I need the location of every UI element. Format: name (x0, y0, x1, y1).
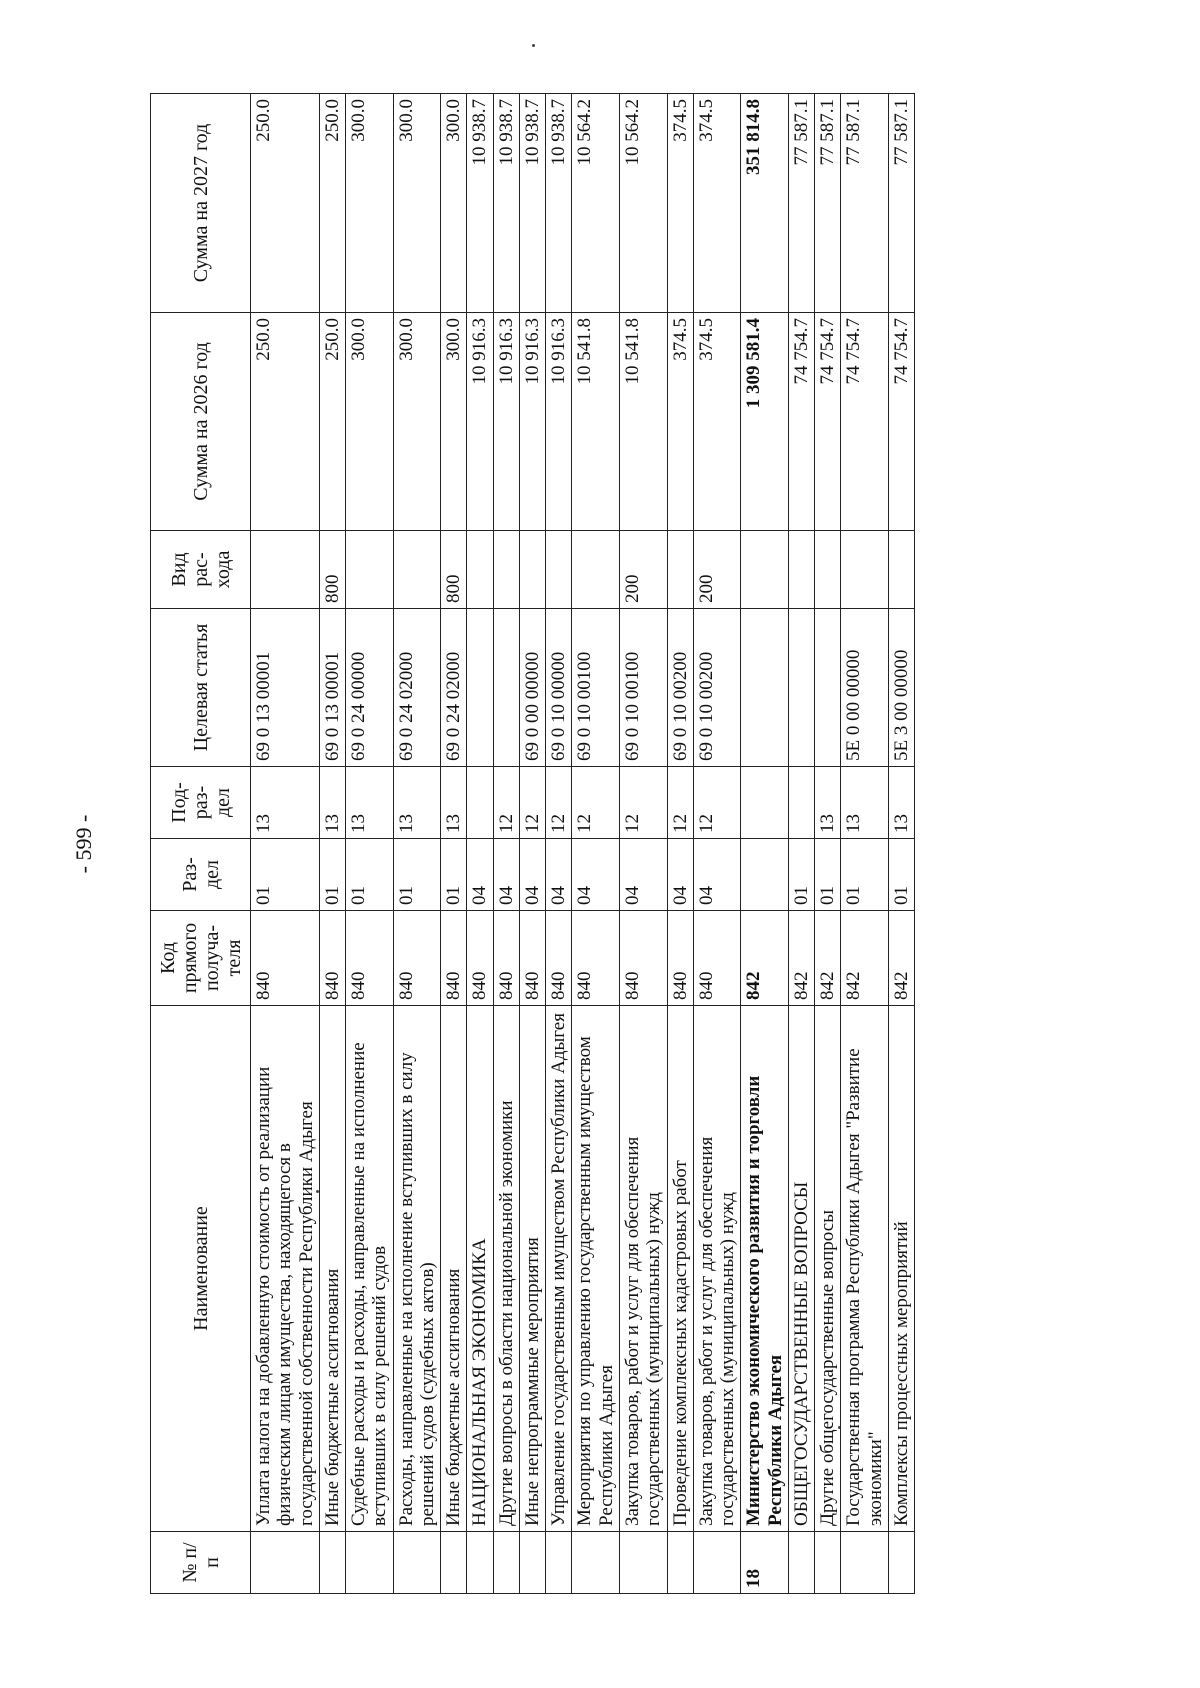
cell-expense (393, 531, 441, 609)
table-row (346, 94, 394, 1594)
cell-subsection (741, 767, 789, 839)
cell-subsection: 12 (493, 767, 519, 839)
cell-num (693, 1532, 741, 1594)
cell-section: 04 (667, 839, 693, 911)
cell-expense (888, 531, 914, 609)
cell-sum2026: 74 754.7 (841, 313, 889, 531)
cell-target (815, 609, 841, 767)
table-row (467, 94, 493, 1594)
cell-sum2026: 300.0 (441, 313, 467, 531)
cell-section: 04 (519, 839, 545, 911)
cell-expense (741, 531, 789, 609)
header-subsection: Под-раз-дел (151, 767, 251, 839)
table-row (788, 94, 814, 1594)
cell-recipient: 840 (572, 911, 620, 1006)
cell-sum2027: 250.0 (251, 94, 320, 313)
cell-section: 01 (441, 839, 467, 911)
cell-sum2026: 250.0 (251, 313, 320, 531)
cell-sum2027: 374.5 (667, 94, 693, 313)
cell-name: НАЦИОНАЛЬНАЯ ЭКОНОМИКА (467, 1006, 493, 1532)
cell-sum2027: 300.0 (346, 94, 394, 313)
cell-subsection: 13 (888, 767, 914, 839)
cell-expense (346, 531, 394, 609)
cell-expense (815, 531, 841, 609)
cell-section: 04 (467, 839, 493, 911)
table-row (667, 94, 693, 1594)
cell-sum2026: 374.5 (693, 313, 741, 531)
cell-target: 69 0 10 00200 (667, 609, 693, 767)
cell-subsection (788, 767, 814, 839)
cell-subsection: 13 (441, 767, 467, 839)
cell-subsection: 12 (619, 767, 667, 839)
cell-sum2027: 250.0 (319, 94, 345, 313)
cell-num: 18 (741, 1532, 789, 1594)
cell-name: Государственная программа Республики Адыгея "Развитие экономики" (841, 1006, 889, 1532)
cell-name: Мероприятия по управлению государственным имуществом Республики Адыгея (572, 1006, 620, 1532)
cell-subsection: 13 (319, 767, 345, 839)
cell-num (319, 1532, 345, 1594)
table-row (251, 94, 320, 1594)
cell-subsection: 12 (546, 767, 572, 839)
cell-recipient: 842 (841, 911, 889, 1006)
cell-recipient: 840 (467, 911, 493, 1006)
cell-name: Другие общегосударственные вопросы (815, 1006, 841, 1532)
cell-recipient: 840 (251, 911, 320, 1006)
table-row (888, 94, 914, 1594)
table-row (815, 94, 841, 1594)
cell-section: 01 (251, 839, 320, 911)
table-header-row (151, 94, 251, 1594)
table-row (441, 94, 467, 1594)
cell-name: Закупка товаров, работ и услуг для обеспечения государственных (муниципальных) нужд (619, 1006, 667, 1532)
cell-sum2027: 77 587.1 (788, 94, 814, 313)
cell-recipient: 842 (788, 911, 814, 1006)
cell-expense (251, 531, 320, 609)
cell-num (572, 1532, 620, 1594)
cell-section: 01 (815, 839, 841, 911)
table-row (493, 94, 519, 1594)
cell-section: 01 (346, 839, 394, 911)
cell-sum2026: 10 916.3 (546, 313, 572, 531)
cell-recipient: 840 (393, 911, 441, 1006)
table-row (841, 94, 889, 1594)
cell-expense (519, 531, 545, 609)
header-sum-2026: Сумма на 2026 год (151, 313, 251, 531)
page-number: - 599 - (71, 814, 96, 874)
cell-recipient: 840 (667, 911, 693, 1006)
cell-target: 5Е 3 00 00000 (888, 609, 914, 767)
cell-sum2026: 74 754.7 (815, 313, 841, 531)
cell-sum2026: 374.5 (667, 313, 693, 531)
table-row (619, 94, 667, 1594)
cell-num (815, 1532, 841, 1594)
cell-recipient: 840 (693, 911, 741, 1006)
table-row (546, 94, 572, 1594)
cell-name: Уплата налога на добавленную стоимость от реализации физическим лицам имущества, находящегося в государственной собственности Республики Адыгея (251, 1006, 320, 1532)
cell-num (519, 1532, 545, 1594)
cell-recipient: 840 (619, 911, 667, 1006)
cell-sum2026: 10 541.8 (572, 313, 620, 531)
cell-sum2026: 300.0 (346, 313, 394, 531)
cell-section: 01 (888, 839, 914, 911)
cell-recipient: 842 (741, 911, 789, 1006)
cell-name: Комплексы процессных мероприятий (888, 1006, 914, 1532)
cell-num (493, 1532, 519, 1594)
cell-name: ОБЩЕГОСУДАРСТВЕННЫЕ ВОПРОСЫ (788, 1006, 814, 1532)
cell-sum2026: 10 916.3 (493, 313, 519, 531)
cell-expense (788, 531, 814, 609)
cell-recipient: 840 (441, 911, 467, 1006)
cell-subsection: 13 (251, 767, 320, 839)
cell-recipient: 842 (815, 911, 841, 1006)
cell-target: 69 0 00 00000 (519, 609, 545, 767)
cell-name: Другие вопросы в области национальной экономики (493, 1006, 519, 1532)
cell-subsection: 13 (815, 767, 841, 839)
cell-target (741, 609, 789, 767)
budget-table-rotated (150, 94, 1055, 1594)
cell-section: 01 (319, 839, 345, 911)
cell-expense: 800 (441, 531, 467, 609)
table-row (393, 94, 441, 1594)
header-recipient: Код прямого получа-теля (151, 911, 251, 1006)
cell-section: 04 (493, 839, 519, 911)
cell-recipient: 840 (319, 911, 345, 1006)
cell-num (467, 1532, 493, 1594)
cell-recipient: 840 (546, 911, 572, 1006)
cell-target (467, 609, 493, 767)
cell-section: 04 (546, 839, 572, 911)
cell-name: Управление государственным имуществом Республики Адыгея (546, 1006, 572, 1532)
cell-subsection: 12 (519, 767, 545, 839)
cell-num (346, 1532, 394, 1594)
cell-num (888, 1532, 914, 1594)
cell-num (667, 1532, 693, 1594)
cell-sum2027: 10 938.7 (467, 94, 493, 313)
cell-expense: 200 (693, 531, 741, 609)
cell-name: Иные бюджетные ассигнования (319, 1006, 345, 1532)
cell-expense (467, 531, 493, 609)
table-row (741, 94, 789, 1594)
cell-sum2026: 10 916.3 (519, 313, 545, 531)
cell-num (393, 1532, 441, 1594)
cell-num (546, 1532, 572, 1594)
header-expense: Вид рас-хода (151, 531, 251, 609)
cell-num (788, 1532, 814, 1594)
cell-sum2027: 10 938.7 (493, 94, 519, 313)
cell-section: 01 (393, 839, 441, 911)
table-row (519, 94, 545, 1594)
header-sum-2027: Сумма на 2027 год (151, 94, 251, 313)
cell-target: 69 0 24 02000 (393, 609, 441, 767)
cell-num (619, 1532, 667, 1594)
cell-expense (667, 531, 693, 609)
cell-num (251, 1532, 320, 1594)
cell-name: Судебные расходы и расходы, направленные на исполнение вступивших в силу решений судов (346, 1006, 394, 1532)
header-num: № п/п (151, 1532, 251, 1594)
cell-sum2027: 10 938.7 (519, 94, 545, 313)
cell-section: 04 (619, 839, 667, 911)
cell-expense: 200 (619, 531, 667, 609)
cell-recipient: 840 (519, 911, 545, 1006)
header-target: Целевая статья (151, 609, 251, 767)
cell-recipient: 840 (493, 911, 519, 1006)
cell-subsection: 12 (572, 767, 620, 839)
cell-name: Иные бюджетные ассигнования (441, 1006, 467, 1532)
cell-sum2027: 300.0 (393, 94, 441, 313)
cell-expense (546, 531, 572, 609)
cell-name: Проведение комплексных кадастровых работ (667, 1006, 693, 1532)
cell-sum2026: 74 754.7 (888, 313, 914, 531)
cell-sum2026: 10 916.3 (467, 313, 493, 531)
cell-target: 69 0 13 00001 (319, 609, 345, 767)
cell-recipient: 842 (888, 911, 914, 1006)
cell-expense (841, 531, 889, 609)
cell-expense (572, 531, 620, 609)
cell-target: 69 0 24 02000 (441, 609, 467, 767)
cell-sum2027: 10 938.7 (546, 94, 572, 313)
cell-sum2027: 77 587.1 (841, 94, 889, 313)
cell-num (441, 1532, 467, 1594)
cell-section: 01 (841, 839, 889, 911)
cell-target: 69 0 10 00100 (619, 609, 667, 767)
cell-sum2026: 300.0 (393, 313, 441, 531)
budget-table (150, 93, 915, 1594)
cell-subsection: 13 (393, 767, 441, 839)
cell-sum2027: 300.0 (441, 94, 467, 313)
cell-subsection: 12 (667, 767, 693, 839)
cell-sum2027: 351 814.8 (741, 94, 789, 313)
cell-section: 04 (572, 839, 620, 911)
cell-name: Закупка товаров, работ и услуг для обеспечения государственных (муниципальных) нужд (693, 1006, 741, 1532)
cell-subsection (467, 767, 493, 839)
cell-section: 04 (693, 839, 741, 911)
cell-sum2026: 250.0 (319, 313, 345, 531)
table-body (251, 94, 915, 1594)
cell-target (788, 609, 814, 767)
cell-sum2027: 374.5 (693, 94, 741, 313)
cell-section: 01 (788, 839, 814, 911)
cell-expense (493, 531, 519, 609)
cell-name: Расходы, направленные на исполнение вступивших в силу решений судов (судебных актов) (393, 1006, 441, 1532)
cell-sum2027: 77 587.1 (815, 94, 841, 313)
cell-section (741, 839, 789, 911)
table-row (319, 94, 345, 1594)
scan-speck (532, 44, 535, 47)
cell-sum2027: 10 564.2 (572, 94, 620, 313)
cell-target: 5Е 0 00 00000 (841, 609, 889, 767)
cell-name: Министерство экономического развития и торговли Республики Адыгея (741, 1006, 789, 1532)
cell-subsection: 13 (841, 767, 889, 839)
cell-target: 69 0 10 00000 (546, 609, 572, 767)
cell-subsection: 12 (693, 767, 741, 839)
table-row (693, 94, 741, 1594)
cell-name: Иные непрограммные мероприятия (519, 1006, 545, 1532)
cell-sum2026: 74 754.7 (788, 313, 814, 531)
cell-sum2026: 1 309 581.4 (741, 313, 789, 531)
cell-target: 69 0 10 00200 (693, 609, 741, 767)
cell-expense: 800 (319, 531, 345, 609)
cell-sum2027: 10 564.2 (619, 94, 667, 313)
header-name: Наименование (151, 1006, 251, 1532)
cell-target: 69 0 10 00100 (572, 609, 620, 767)
header-section: Раз-дел (151, 839, 251, 911)
cell-target: 69 0 24 00000 (346, 609, 394, 767)
cell-target (493, 609, 519, 767)
cell-sum2026: 10 541.8 (619, 313, 667, 531)
cell-num (841, 1532, 889, 1594)
cell-subsection: 13 (346, 767, 394, 839)
cell-target: 69 0 13 00001 (251, 609, 320, 767)
table-row (572, 94, 620, 1594)
cell-recipient: 840 (346, 911, 394, 1006)
cell-sum2027: 77 587.1 (888, 94, 914, 313)
